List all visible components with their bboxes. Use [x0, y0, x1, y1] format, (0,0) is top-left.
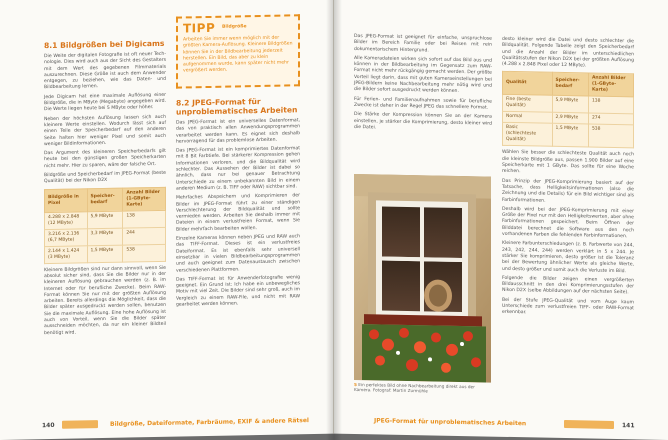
table-cell: 5,9 MByte: [552, 96, 588, 114]
table-intro: Bildgröße und Speicherbedarf im JPEG-Format (beste Qualität) bei der Nikon D2X: [44, 170, 166, 185]
table-cell: 1,5 MByte: [87, 245, 123, 263]
photo-illustration: [354, 174, 491, 383]
paragraph: Bei der Stufe JPEG-Qualität und vom Auge kaum Unterschiede zum verlustfreien TIFF- oder RAW-Format erkennbar.: [502, 297, 634, 316]
paragraph: Folgende die Bilder zeigen einen vergrößerten Bildausschnitt in den drei Komprimierungsstufen der Nikon D2X (selbe Abbildungen auf der nächsten Seite).: [502, 275, 634, 296]
paragraph: Neben der höchsten Auflösung lassen sich auch kleinere Werte einstellen. Wodurch lässt sich auf einen Teile der Speicherbedarf auf den anderen Seite halten hier weniger Pixel und somit auch weniger Bildinformationen.: [44, 114, 166, 148]
footer-bar-left: [62, 420, 98, 429]
tip-subtitle: Bildgröße: [222, 24, 247, 30]
quality-table: [502, 71, 634, 149]
page-number-left: 140: [42, 421, 55, 430]
paragraph: Jede Digicam hat eine maximale Auflösung einer Bildgröße, die in MByte (Megabyte) angegeben wird. Die Werte liegen heute bei 5 MByte oder höher.: [44, 92, 166, 113]
running-footer-left: Bildgröße, Dateiformate, Farbräume, EXIF & andere Rätsel: [110, 417, 309, 428]
caption-text: Ein perfektes Bild ohne Nachbearbeitung direkt aus der Kamera. Fotograf: Martin Zurmühle: [354, 382, 475, 394]
paragraph: Einzelne Kameras können neben JPEG und RAW auch das TIFF-Format. Dieses ist ein verlustfreies Dateiformat. Es ist ebenfalls sehr universell einsetzbar in vielen Bildbearbeitungsprogrammen und auch geeignet zum Datenaustausch zwischen verschiedenen Plattformen.: [176, 234, 300, 274]
table-cell: Fine (beste Qualität): [503, 95, 553, 113]
paragraph: Das JPEG-Format ist ein komprimiertes Datenformat mit 8 Bit Farbtiefe. Bei stärkerer Kompression gehen Informationen verloren, und die Bildqualität wird schlechter. Das Aussehen der Bilder ist dabei so ähnlich, dass nur bei genauer Betrachtung Unterschiede zu einem unbekannten Bild in einem anderen Medium (z. B. TIFF oder RAW) sichtbar sind.: [176, 146, 300, 192]
table-header-cell: Qualität: [503, 72, 553, 96]
photo-caption: [354, 382, 491, 395]
table-row: [503, 123, 634, 149]
paragraph: Alle Kameradateien wirken sich sofort auf das Bild aus und können in der Bildbearbeitung im Gegensatz zum RAW-Format nicht mehr rückgängig gemacht werden. Der größte Vorteil liegt darin, dass mit guten Kameraeinstellungen bei JPEG-Bildern keine Nachbearbeitung mehr nötig wird und die Bilder sofort ausgedruckt werden können.: [354, 55, 492, 95]
table-header-cell: Speicherbedarf: [87, 188, 123, 212]
table-header-cell: Speicherbedarf: [552, 73, 588, 97]
table-cell: 5,9 MByte: [87, 211, 123, 229]
paragraph: Das Prinzip der JPEG-Komprimierung basiert auf der Tatsache, dass Helligkeitsinformationen (also die Zeichnung und die Details) für ein Bild wichtiger sind als Farbinformationen.: [502, 178, 634, 204]
page-number-right: 141: [622, 422, 635, 430]
window-flowers-photo: [354, 174, 491, 383]
table-header-row: [45, 187, 166, 212]
paragraph: Für Ferien- und Familienaufnahmen sowie für berufliche Zwecke ist daher in der Regel JPEG das schnellere Format.: [354, 96, 492, 111]
table-header-cell: Anzahl Bilder (1-GByte-Karte): [588, 73, 633, 97]
table-cell: 538: [588, 124, 633, 148]
paragraph: Das JPEG-Format ist geeignet für einfache, unspruchlose Bilder im Bereich Familie oder bei Reisen mit rein dokumentarischem Hintergrund.: [354, 33, 492, 54]
table-cell: 2.144 x 1.424 (3 MByte): [45, 245, 88, 263]
right-page-column-1: [354, 34, 492, 137]
caption-figure-number: 5: [354, 381, 357, 388]
table-cell: 244: [123, 227, 166, 245]
section-81-title: 8.1 Bildgrößen bei Digicams: [44, 38, 165, 51]
table-cell: 3,3 MByte: [87, 228, 123, 246]
table-cell: 274: [588, 113, 633, 125]
table-cell: 138: [588, 96, 633, 114]
tip-box: [176, 14, 300, 88]
table-header-row: [503, 72, 634, 98]
table-cell: 3.216 x 2.136 (6,7 MByte): [45, 228, 88, 246]
table-header-cell: Bildgröße in Pixel: [45, 188, 88, 212]
table-row: [45, 244, 166, 263]
paragraph: Mehrfaches Abspeichern und Komprimieren der Bilder im JPEG-Format führt zu einer ständigen Verschlechterung der Bildqualität und sollte vermieden werden. Arbeiten Sie deshalb immer mit Dateien in einem verlustfreien Format, wenn Sie Bilder mehrfach bearbeiten wollen.: [176, 193, 300, 233]
table-cell: Basic (schlechteste Qualität): [503, 123, 553, 147]
paragraph: Kleinere Farbunterschiedungen (z. B. Farbwerte von 244, 243, 242, 244, 244) werden verklärt in 5 x 244. Je stärker Sie komprimieren, desto größer ist die Toleranz bei der Bewertung ähnlicher Werte als gleiche Werte, und desto größer und somit auch die Verluste im Bild.: [502, 241, 634, 274]
table-cell: 1,5 MByte: [552, 124, 588, 148]
right-page-column-2: [502, 37, 634, 322]
paragraph: Kleinere Bildgrößen sind nur dann sinnvoll, wenn Sie absolut sicher sind, dass Sie die Bilder nur in der kleineren Auflösung gebrauchen werden (z. B. im Internet oder für berufliche Zwecke). Beim RAW-Format können Sie nur mit der größten Auflösung arbeiten. Bereits allerdings die Möglichkeit, dass die Bilder später ausgedruckt werden sollen, benutzen Sie die maximale Auflösung. Eine hohe Auflösung ist auch von Vorteil, wenn Sie die Bilder später ausschneiden möchten, da nur ein kleiner Bildteil benötigt wird.: [44, 265, 166, 336]
table-cell: 4.288 x 2.848 (12 MByte): [45, 211, 88, 229]
paragraph: Deshalb wird bei der JPEG-Komprimierung mit einer Größe der Pixel nur mit den Helligkeitswerten, aber ohne Farbinformationen gespeichert. Beim Öffnen der Bilddatei berechnet die Software aus den noch vorhandenen Farben die fehlenden Farbinformationen.: [502, 206, 634, 240]
paragraph: Das TIFF-Format ist für Anwenderfotografie wenig geeignet. Ein Grund ist: Ich habe ein unbewegliches Motiv mit viel Zeit. Die Bilder sind sehr groß, auch im Vergleich zu einem RAW-File, und nicht mit RAW gearbeitet werden können.: [176, 275, 300, 308]
table-cell: Normal: [503, 112, 553, 124]
table-header-cell: Anzahl Bilder (1-GByte-Karte): [123, 187, 166, 211]
resolution-table: [44, 186, 166, 263]
paragraph: Wählen Sie besser die schlechteste Qualität auch noch die kleinste Bildgröße aus, passen 1.900 Bilder auf eine Speicherkarte mit 1 GByte. Das sollte für eine Woche reichen.: [502, 150, 634, 175]
footer-bar-right: [564, 420, 614, 429]
paragraph: desto kleiner wird die Datei und desto schlechter die Bildqualität. Folgende Tabelle zeigt den Speicherbedarf und die Anzahl der Bilder im unterschiedlichen Qualitätsstufen der Nikon D2X bei der größten Auflösung (4.288 x 2.848 Pixel oder 12 MByte).: [502, 36, 634, 69]
section-82-title: 8.2 JPEG-Format für unproblematisches Arbeiten: [176, 96, 298, 117]
right-column-left-page: [176, 94, 300, 312]
table-cell: 138: [123, 210, 166, 228]
paragraph: Das JPEG-Format ist ein universelles Datenformat, das von praktisch allen Anwendungsprogrammen verarbeitet werden kann. Es eignet sich deshalb hervorragend für das problemlose Arbeiten.: [176, 118, 300, 145]
table-cell: 2,9 MByte: [552, 113, 588, 125]
paragraph: Die Weite der digitalen Fotografie ist oft neuer Technologie. Dies wird auch aus der Sicht des Gestalters mit dem Wert des gegebenen Filmmaterials auszurechnen. Diese Größe ist auch dem Anwender entgegen, zu beziehen, wie das Daten- und Bildbearbeitung lernen.: [44, 51, 166, 91]
right-page: [334, 0, 668, 440]
tip-title: TIPP: [183, 20, 216, 36]
tip-text: Arbeiten Sie immer wenn möglich mit der größten Kamera-Auflösung. Kleinere Bildgrößen können Sie in der Bildbearbeitung jederzeit herstellen. Ein Bild, das aber zu klein aufgenommen wurde, kann später nicht mehr vergrößert werden.: [183, 35, 293, 74]
table-cell: 538: [123, 244, 166, 262]
paragraph: Die Stärke der Kompression können Sie an der Kamera einstellen, je stärker die Komprimierung, desto kleiner wird die Datei.: [354, 112, 492, 131]
paragraph: Das Argument des kleineren Speicherbedarfs gilt heute bei den günstigen großen Speicherkarten nicht mehr. Hier zu sparen, wäre der falsche Ort.: [44, 148, 166, 169]
running-footer-right: JPEG-Format für unproblematisches Arbeiten: [374, 417, 527, 428]
left-column: [44, 37, 166, 340]
